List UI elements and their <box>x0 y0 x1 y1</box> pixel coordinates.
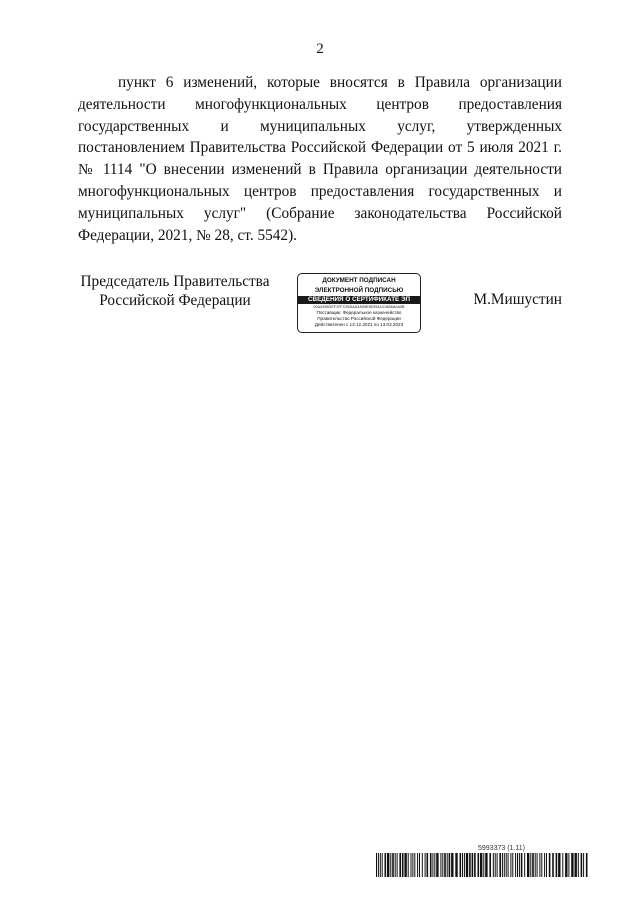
barcode-bar <box>562 853 563 877</box>
barcode-bar <box>474 853 476 877</box>
barcode-bar <box>519 853 520 877</box>
barcode-bar <box>537 853 538 877</box>
barcode-bar <box>510 853 511 877</box>
barcode-bar <box>419 853 420 877</box>
page-number: 2 <box>316 41 324 57</box>
barcode-bar <box>399 853 401 877</box>
barcode-bar <box>506 853 507 877</box>
barcode-bar <box>530 853 531 877</box>
barcode-bar <box>512 853 513 877</box>
barcode-bar <box>414 853 415 877</box>
barcode-image <box>376 853 590 877</box>
barcode-bar <box>544 853 545 877</box>
signatory-title-line1: Председатель Правительства <box>80 273 270 290</box>
barcode-bar <box>402 853 404 877</box>
barcode-bar <box>417 853 418 877</box>
barcode-bar <box>464 853 465 877</box>
barcode-bar <box>451 853 453 877</box>
barcode-bar <box>432 853 433 877</box>
barcode-bar <box>447 853 448 877</box>
barcode-bar <box>546 853 547 877</box>
barcode-bar <box>408 853 409 877</box>
barcode-bar <box>521 853 523 877</box>
barcode-bar <box>541 853 542 877</box>
barcode-bar <box>466 853 468 877</box>
barcode-bar <box>499 853 501 877</box>
barcode-bar <box>539 853 540 877</box>
signatory-name: М.Мишустин <box>473 291 562 308</box>
barcode-bar <box>517 853 518 877</box>
barcode-bar <box>583 853 584 877</box>
barcode-bar <box>532 853 534 877</box>
barcode-bar <box>508 853 509 877</box>
barcode-bar <box>434 853 435 877</box>
barcode-bar <box>392 853 394 877</box>
barcode-bar <box>483 853 484 877</box>
barcode-bar <box>444 853 446 877</box>
barcode-bar <box>489 853 491 877</box>
barcode-bar <box>575 853 577 877</box>
barcode-bar <box>385 853 387 877</box>
barcode-bar <box>376 853 377 877</box>
barcode-bar <box>549 853 551 877</box>
signatory-title <box>60 272 290 310</box>
stamp-band: СВЕДЕНИЯ О СЕРТИФИКАТЕ ЭП <box>298 296 420 304</box>
barcode-bar <box>390 853 391 877</box>
signatory-title-line2: Российской Федерации <box>99 292 251 309</box>
barcode-bar <box>493 853 494 877</box>
barcode-bar <box>586 853 588 877</box>
barcode-bar <box>442 853 443 877</box>
barcode-bar <box>404 853 406 877</box>
barcode-bar <box>535 853 536 877</box>
barcode-bar <box>552 853 554 877</box>
stamp-supplier: Поставщик: Федеральное казначейство <box>316 310 402 315</box>
barcode-bar <box>515 853 516 877</box>
barcode-bar <box>524 853 525 877</box>
barcode-bar <box>568 853 569 877</box>
barcode-bar <box>527 853 529 877</box>
barcode-bar <box>565 853 567 877</box>
barcode-bar <box>502 853 503 877</box>
barcode-bar <box>430 853 432 877</box>
barcode-bar <box>378 853 379 877</box>
stamp-owner: Правительство Российской Федерации <box>317 316 401 321</box>
barcode-bar <box>558 853 560 877</box>
stamp-serial: 00A4399DEF1FFC95DAA3A59E5E99A1016B6A0A0B <box>313 305 405 309</box>
stamp-validity: Действителен с 13.12.2021 по 13.03.2023 <box>314 322 404 327</box>
barcode-bar <box>571 853 573 877</box>
barcode-bar <box>449 853 451 877</box>
document-code: 5993373 (1.11) <box>478 845 525 852</box>
barcode-bar <box>581 853 583 877</box>
barcode-bar <box>478 853 480 877</box>
barcode-bar <box>380 853 381 877</box>
barcode-bar <box>556 853 558 877</box>
barcode-bar <box>440 853 441 877</box>
barcode-bar <box>387 853 389 877</box>
barcode-bar <box>485 853 487 877</box>
stamp-line2: ЭЛЕКТРОННОЙ ПОДПИСЬЮ <box>314 287 404 294</box>
barcode-bar <box>462 853 463 877</box>
barcode-bar <box>382 853 383 877</box>
barcode-bar <box>504 853 505 877</box>
barcode-bar <box>495 853 496 877</box>
barcode-bar <box>397 853 398 877</box>
stamp-line1: ДОКУМЕНТ ПОДПИСАН <box>322 277 396 284</box>
barcode-bar <box>469 853 471 877</box>
body-paragraph: пункт 6 изменений, которые вносятся в Правила организации деятельности многофункциональных центров предоставления государственных и муниципальных услуг, утвержденных постановлением Правительства Российской Федерации от 5 июля 2021 г. № 1114 "О внесении изменений в Правила организации деятельности многофункциональных центров предоставления государственных и муниципальных услуг" (Собрание законодательства Российской Федерации, 2021, № 28, ст. 5542). <box>78 74 562 244</box>
barcode-bar <box>497 853 498 877</box>
barcode-bar <box>472 853 474 877</box>
barcode-bar <box>436 853 438 877</box>
barcode-bar <box>578 853 579 877</box>
barcode-bar <box>460 853 462 877</box>
barcode-bar <box>422 853 423 877</box>
barcode-bar <box>427 853 429 877</box>
barcode-bar <box>411 853 412 877</box>
barcode-bar <box>480 853 482 877</box>
barcode-bar <box>455 853 457 877</box>
barcode-bar <box>395 853 396 877</box>
barcode-bar <box>425 853 426 877</box>
barcode-bar <box>412 853 413 877</box>
electronic-signature-stamp <box>297 273 421 333</box>
